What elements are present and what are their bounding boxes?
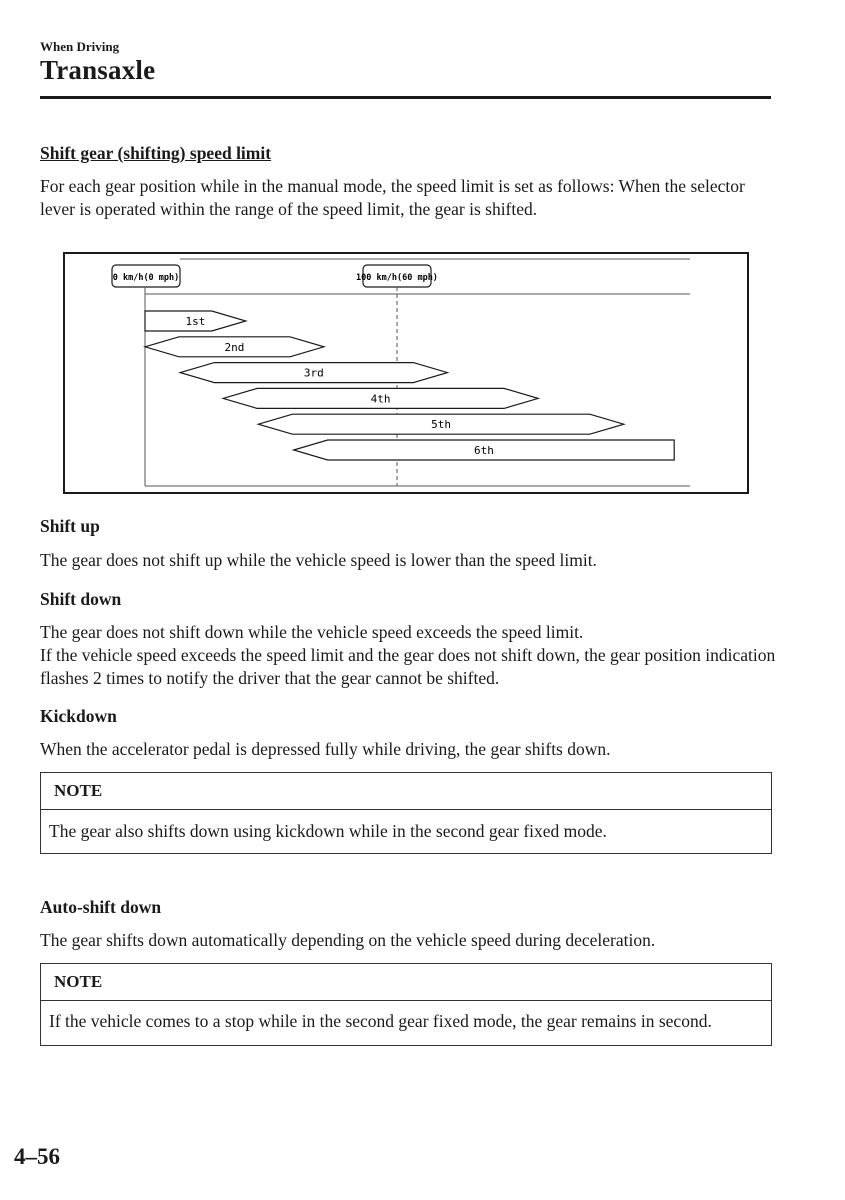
gear-label-2nd: 2nd <box>224 340 245 354</box>
note-title-1: NOTE <box>41 773 771 810</box>
page-title: Transaxle <box>40 55 156 85</box>
gear-speed-chart <box>65 254 747 492</box>
shift-down-text-2: If the vehicle speed exceeds the speed limit and the gear does not shift down, the gear position indication flashes 2 times to notify the driver that the gear cannot be shifted. <box>40 645 776 688</box>
shift-up-heading: Shift up <box>40 516 100 536</box>
shift-down-text-1: The gear does not shift down while the vehicle speed exceeds the speed limit. <box>40 622 584 642</box>
gear-label-1st: 1st <box>185 315 206 328</box>
shift-down-heading: Shift down <box>40 589 122 609</box>
note-text-2: If the vehicle comes to a stop while in the second gear fixed mode, the gear remains in second. <box>49 1011 712 1031</box>
page-number: 4–56 <box>14 1144 60 1169</box>
gear-label-5th: 5th <box>431 418 452 432</box>
shift-up-text: The gear does not shift up while the vehicle speed is lower than the speed limit. <box>40 550 597 570</box>
auto-shift-text: The gear shifts down automatically depending on the vehicle speed during deceleration. <box>40 930 656 950</box>
title-rule <box>40 96 771 99</box>
gear-label-3rd: 3rd <box>303 366 324 380</box>
note-box-2 <box>40 963 772 1046</box>
auto-shift-heading: Auto-shift down <box>40 897 162 917</box>
note-title-2: NOTE <box>41 964 771 1001</box>
scale-label-0 <box>112 265 180 287</box>
gear-label-4th: 4th <box>370 392 391 406</box>
scale-label-0-text: 0 km/h(0 mph) <box>112 273 180 283</box>
gear-label-6th: 6th <box>474 444 494 457</box>
kickdown-heading: Kickdown <box>40 706 117 726</box>
note-box-1 <box>40 772 772 854</box>
scale-label-100-text: 100 km/h(60 mph) <box>356 273 438 283</box>
shift-limit-intro: For each gear position while in the manual mode, the speed limit is set as follows: When the selector lever is operated within the range of the speed limit, the gear is shifted. <box>40 176 745 219</box>
scale-label-100 <box>356 265 438 287</box>
gear-speed-diagram <box>63 252 749 494</box>
shift-limit-heading: Shift gear (shifting) speed limit <box>40 143 272 163</box>
section-label: When Driving <box>40 39 120 54</box>
note-text-1: The gear also shifts down using kickdown while in the second gear fixed mode. <box>49 821 607 841</box>
kickdown-text: When the accelerator pedal is depressed fully while driving, the gear shifts down. <box>40 739 611 759</box>
